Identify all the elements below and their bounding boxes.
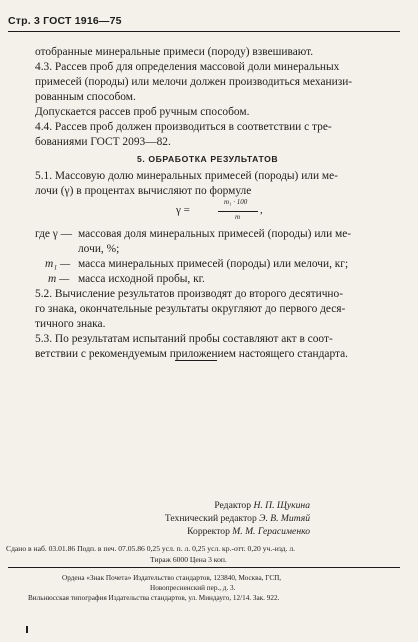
- publisher-line: Вильнюсская типография Издательства стандартов, ул. Миндауго, 12/14. Зак. 922.: [28, 594, 280, 602]
- text-line: 5.1. Массовую долю минеральных примесей (породы) или ме-: [35, 170, 338, 182]
- text-line: лочи (γ) в процентах вычисляют по формуле: [35, 185, 252, 197]
- formula-denominator: m: [235, 213, 241, 221]
- text-line: примесей (породы) или мелочи должен производиться механизи-: [35, 76, 353, 88]
- credit-label: Корректор: [187, 526, 230, 537]
- page-header: Стр. 3 ГОСТ 1916—75: [8, 15, 122, 27]
- imprint-line: Сдано в наб. 03.01.86 Подп. в печ. 07.05.86 0,25 усл. п. л. 0,25 усл. кр.-отт. 0,20 уч.-изд. л.: [6, 544, 296, 553]
- where-symbol: m₁ —: [45, 258, 71, 270]
- text-line: 5.2. Вычисление результатов производят до второго десятично-: [35, 288, 344, 300]
- text-line: Допускается рассев проб ручным способом.: [35, 106, 250, 118]
- scan-mark: [26, 626, 28, 633]
- imprint-line: Тираж 6000 Цена 3 коп.: [150, 555, 227, 564]
- credit-tech-editor: [165, 513, 310, 524]
- footer-rule: [8, 567, 400, 568]
- text-line: рованным способом.: [35, 91, 136, 103]
- credit-label: Технический редактор: [164, 513, 257, 524]
- where-text: масса минеральных примесей (породы) или мелочи, кг;: [78, 258, 349, 270]
- text-line: бованиями ГОСТ 2093—82.: [35, 136, 171, 148]
- text-line: го знака, окончательные результаты округляют до первого деся-: [35, 303, 346, 315]
- formula-lhs: γ =: [176, 204, 190, 216]
- formula-fraction-bar: [218, 211, 258, 212]
- text-line: отобранные минеральные примеси (породу) взвешивают.: [35, 46, 314, 58]
- credit-name: М. М. Герасименко: [232, 526, 310, 537]
- where-text: массовая доля минеральных примесей (породы) или ме-: [78, 228, 352, 240]
- publisher-line: Новопресненский пер., д. 3.: [150, 584, 236, 592]
- credit-name: Э. В. Митяй: [259, 513, 310, 524]
- text-line: 4.4. Рассев проб должен производиться в соответствии с тре-: [35, 121, 332, 133]
- credit-label: Редактор: [214, 500, 252, 511]
- section-title: 5. ОБРАБОТКА РЕЗУЛЬТАТОВ: [137, 154, 279, 164]
- end-rule: [175, 360, 217, 361]
- formula-end: ,: [260, 204, 263, 216]
- where-symbol: m —: [48, 273, 70, 285]
- where-text: масса исходной пробы, кг.: [78, 273, 205, 285]
- credit-name: Н. П. Щукина: [253, 500, 310, 511]
- text-line: 5.3. По результатам испытаний пробы составляют акт в соот-: [35, 333, 333, 345]
- where-text: лочи, %;: [78, 243, 120, 255]
- formula-numerator: m₁ · 100: [224, 198, 248, 206]
- where-symbol: где γ —: [35, 228, 73, 240]
- header-rule: [8, 31, 400, 32]
- text-line: 4.3. Рассев проб для определения массовой доли минеральных: [35, 61, 340, 73]
- credit-editor: [214, 500, 310, 511]
- credit-corrector: [187, 526, 310, 537]
- text-line: ветствии с рекомендуемым приложением настоящего стандарта.: [35, 348, 349, 360]
- text-line: тичного знака.: [35, 318, 106, 330]
- publisher-line: Ордена «Знак Почета» Издательство стандартов, 123840, Москва, ГСП,: [62, 574, 282, 582]
